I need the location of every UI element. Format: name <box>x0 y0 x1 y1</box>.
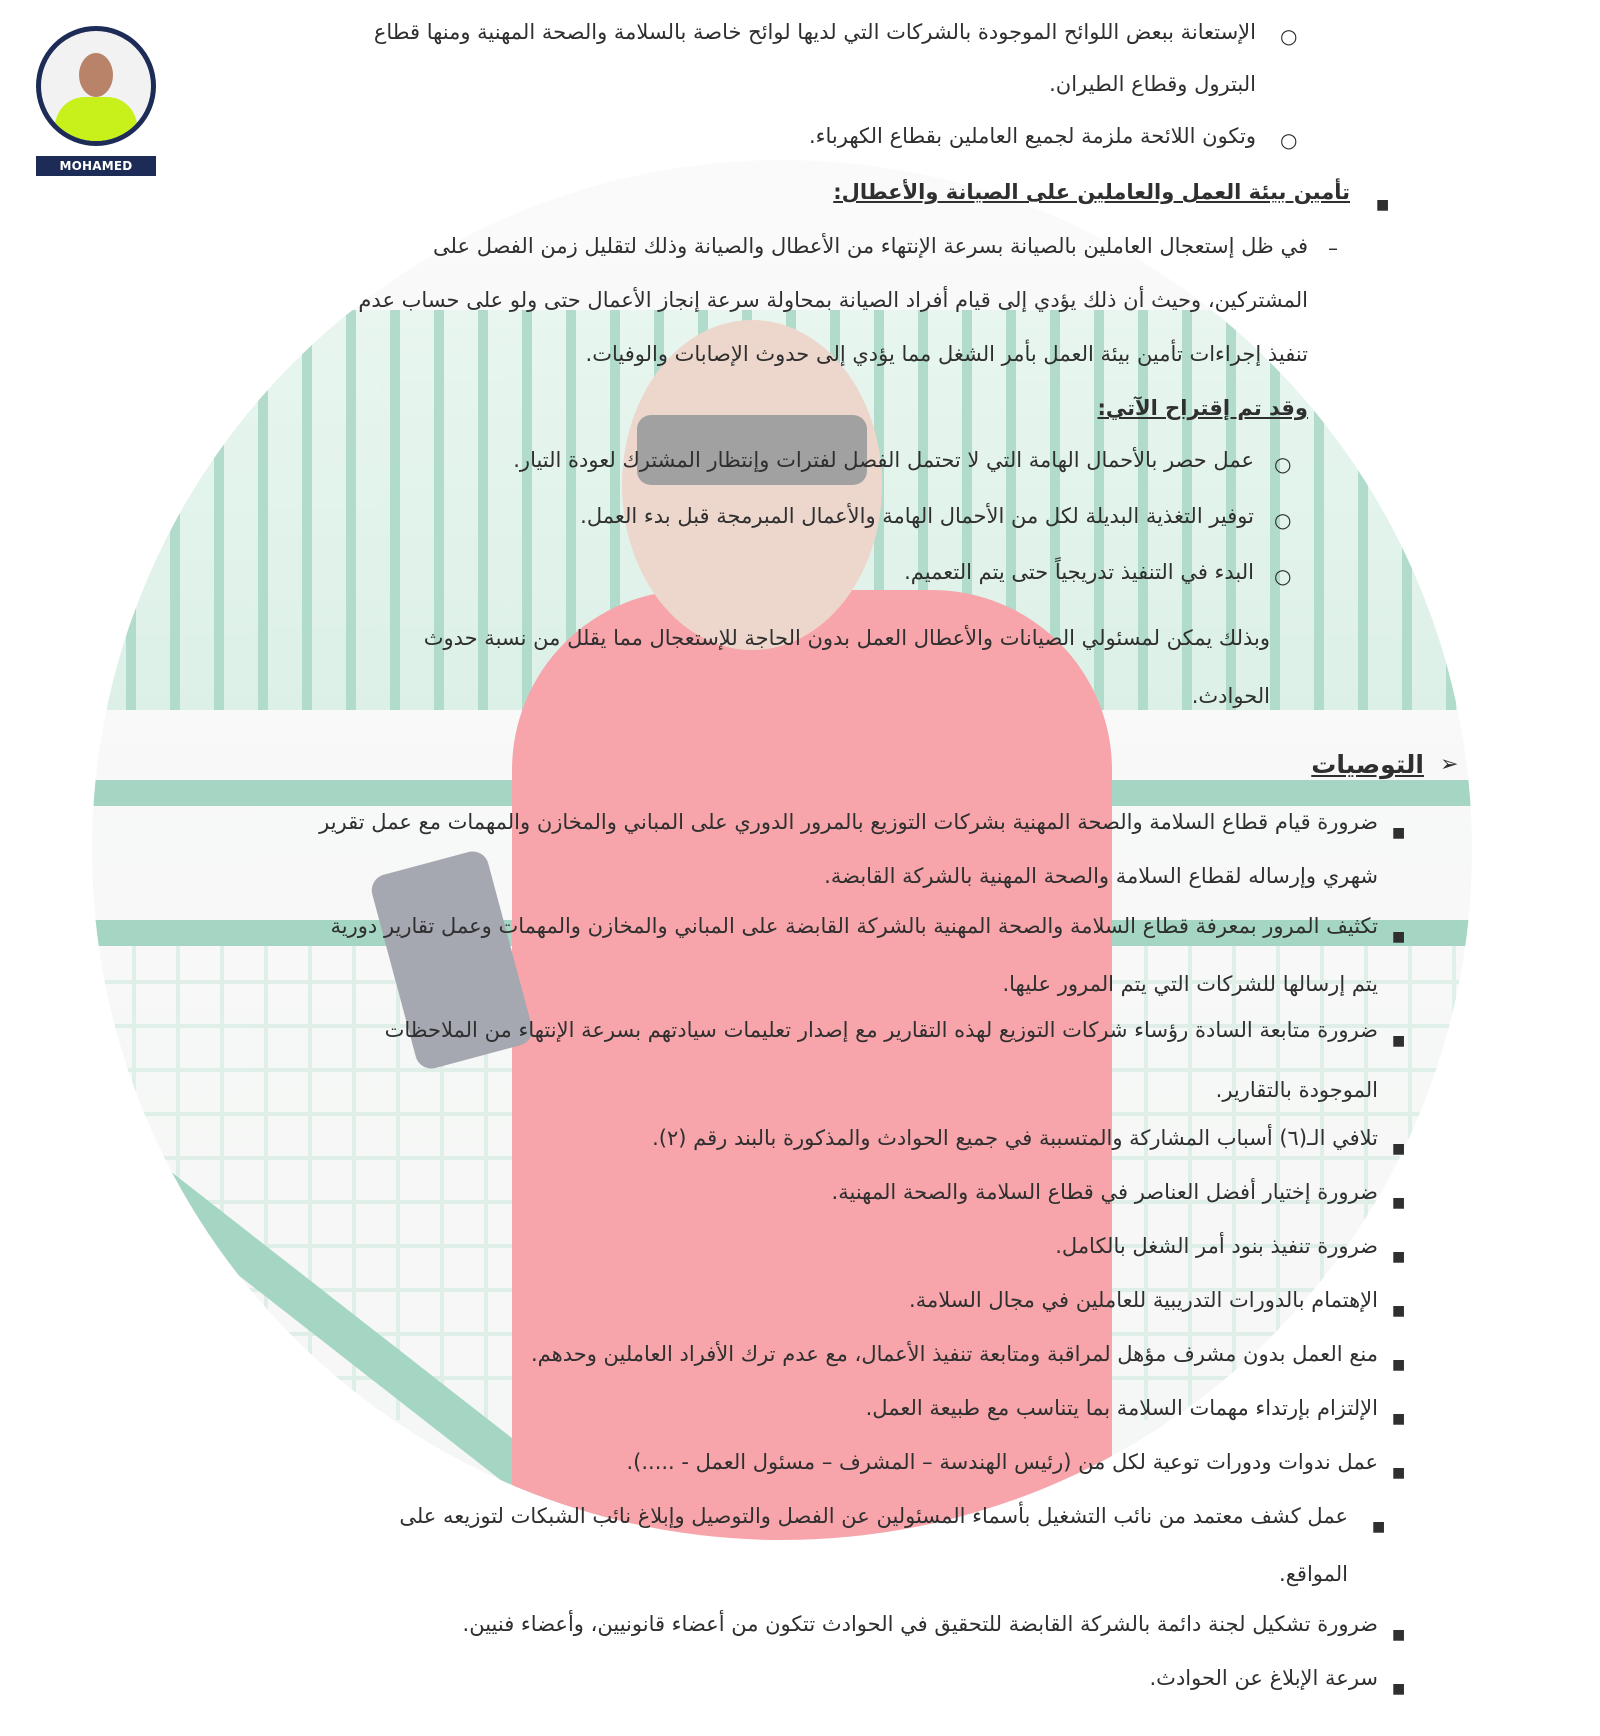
dash-icon <box>1328 236 1338 260</box>
text-line: عمل ندوات ودورات توعية لكل من (رئيس الهندسة – المشرف – مسئول العمل - .....). <box>626 1450 1378 1474</box>
text-line: الإستعانة ببعض اللوائح الموجودة بالشركات التي لديها لوائح خاصة بالسلامة والصحة المهنية ومنها قطاع <box>373 20 1256 44</box>
bullet-icon <box>1376 190 1389 214</box>
text-line: الإلتزام بإرتداء مهمات السلامة بما يتناسب مع طبيعة العمل. <box>865 1396 1378 1420</box>
bullet-icon <box>1274 452 1291 476</box>
bullet-icon <box>1372 1512 1385 1536</box>
arrow-bullet-icon <box>1440 752 1458 777</box>
text-line: توفير التغذية البديلة لكل من الأحمال الهامة والأعمال المبرمجة قبل بدء العمل. <box>580 504 1254 528</box>
text-line: ضرورة قيام قطاع السلامة والصحة المهنية بشركات التوزيع بالمرور الدوري على المباني والمخازن والمهمات مع عمل تقرير <box>319 810 1378 834</box>
text-line: ضرورة إختيار أفضل العناصر في قطاع السلامة والصحة المهنية. <box>831 1180 1378 1204</box>
text-line: عمل حصر بالأحمال الهامة التي لا تحتمل الفصل لفترات وإنتظار المشترك لعودة التيار. <box>513 448 1254 472</box>
bullet-icon <box>1392 818 1405 842</box>
bullet-icon <box>1392 1242 1405 1266</box>
text-line: يتم إرسالها للشركات التي يتم المرور عليها. <box>1002 972 1378 996</box>
text-line: البترول وقطاع الطيران. <box>1049 72 1256 96</box>
text-line: المشتركين، وحيث أن ذلك يؤدي إلى قيام أفراد الصيانة بمحاولة سرعة إنجاز الأعمال حتى ولو على حساب عدم <box>358 288 1308 312</box>
text-line: تنفيذ إجراءات تأمين بيئة العمل بأمر الشغل مما يؤدي إلى حدوث الإصابات والوفيات. <box>585 342 1308 366</box>
bullet-icon <box>1392 1620 1405 1644</box>
recommendations-heading: التوصيات <box>1311 750 1424 779</box>
bullet-icon <box>1392 1296 1405 1320</box>
bullet-icon <box>1274 508 1291 532</box>
text-line: المواقع. <box>1279 1562 1348 1586</box>
text-line: الإهتمام بالدورات التدريبية للعاملين في مجال السلامة. <box>909 1288 1378 1312</box>
section-heading: تأمين بيئة العمل والعاملين على الصيانة والأعطال: <box>833 180 1350 204</box>
bullet-icon <box>1392 1188 1405 1212</box>
text-line: عمل كشف معتمد من نائب التشغيل بأسماء المسئولين عن الفصل والتوصيل وإبلاغ نائب الشبكات لتوزيعه على <box>399 1504 1348 1528</box>
text-line: البدء في التنفيذ تدريجياً حتى يتم التعميم. <box>904 560 1254 584</box>
proposal-heading: وقد تم إقتراح الآتي: <box>1097 396 1308 420</box>
text-line: تلافي الـ(٦) أسباب المشاركة والمتسببة في جميع الحوادث والمذكورة بالبند رقم (٢). <box>652 1126 1378 1150</box>
text-line: الحوادث. <box>1191 684 1270 708</box>
text-line: منع العمل بدون مشرف مؤهل لمراقبة ومتابعة تنفيذ الأعمال، مع عدم ترك الأفراد العاملين وحدهم. <box>530 1342 1378 1366</box>
bullet-icon <box>1392 1134 1405 1158</box>
avatar-name: MOHAMED SALAH <box>36 156 156 176</box>
text-line: شهري وإرساله لقطاع السلامة والصحة المهنية بالشركة القابضة. <box>824 864 1378 888</box>
bullet-icon <box>1274 564 1291 588</box>
bullet-icon <box>1280 24 1297 48</box>
bullet-icon <box>1280 128 1297 152</box>
bullet-icon <box>1392 1404 1405 1428</box>
text-line: وبذلك يمكن لمسئولي الصيانات والأعطال العمل بدون الحاجة للإستعجال مما يقلل من نسبة حدوث <box>423 626 1270 650</box>
text-line: ضرورة متابعة السادة رؤساء شركات التوزيع لهذه التقارير مع إصدار تعليمات سيادتهم بسرعة الإنتهاء من الملاحظات <box>384 1018 1378 1042</box>
bullet-icon <box>1392 1458 1405 1482</box>
text-line: وتكون اللائحة ملزمة لجميع العاملين بقطاع الكهرباء. <box>808 124 1256 148</box>
bullet-icon <box>1392 1350 1405 1374</box>
text-line: تكثيف المرور بمعرفة قطاع السلامة والصحة المهنية بالشركة القابضة على المباني والمخازن والمهمات وعمل تقارير دورية <box>330 914 1378 938</box>
bullet-icon <box>1392 1026 1405 1050</box>
bullet-icon <box>1392 1674 1405 1698</box>
text-line: في ظل إستعجال العاملين بالصيانة بسرعة الإنتهاء من الأعطال والصيانة وذلك لتقليل زمن الفصل على <box>433 234 1308 258</box>
text-line: الموجودة بالتقارير. <box>1215 1078 1378 1102</box>
text-line: ضرورة تشكيل لجنة دائمة بالشركة القابضة للتحقيق في الحوادث تتكون من أعضاء قانونيين، وأعضاء فنيين. <box>462 1612 1378 1636</box>
text-line: ضرورة تنفيذ بنود أمر الشغل بالكامل. <box>1055 1234 1378 1258</box>
text-line: سرعة الإبلاغ عن الحوادث. <box>1149 1666 1378 1690</box>
bullet-icon <box>1392 922 1405 946</box>
